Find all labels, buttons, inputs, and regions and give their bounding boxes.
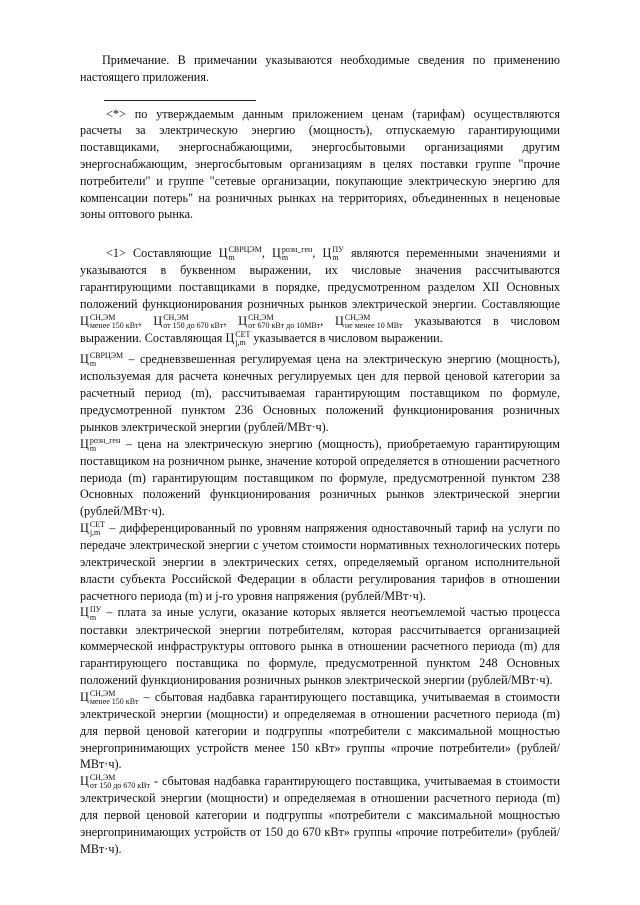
def-rozn-gen-text: – цена на электрическую энергию (мощность), приобретаемую гарантирующим поставщиком на розничном рынке, значение которой определяется в отношении расчетного периода (m) гарантирующим поставщиком по формуле, предусмотренной пунктом 238 Основных положений функционирования розничных рынков электрической энергии (рублей/МВт·ч). bbox=[80, 436, 560, 519]
footnote-1-text-c: Составляющие bbox=[481, 296, 560, 311]
footnote-star: <*> по утверждаемым данным приложением ценам (тарифам) осуществляются расчеты за электрическую энергию (мощность), отпускаемую гарантирующими поставщиками, энергоснабжающими, энергосбытовыми организациями другим энергоснабжающим, энергосбытовым организациям в целях поставки группе "прочие потребители" и группе "сетевые организации, покупающие электрическую энергию для компенсации потерь" на розничных рынках на территориях, объединенных в неценовые зоны оптового рынка. bbox=[80, 106, 560, 222]
def-lt150 bbox=[80, 689, 560, 773]
symbol-c-svrcem: Ц СВРЦЭМ m bbox=[80, 351, 124, 369]
def-svrcem-text: – средневзвешенная регулируемая цена на электрическую энергию (мощность), используемая для расчета конечных регулируемых цен для первой ценовой категории за расчетный период (m), рассчитываемая гарантирующим поставщиком по формуле, предусмотренной пунктом 236 Основных положений функционирования розничных рынков электрической энергии (рублей/МВт·ч). bbox=[80, 352, 560, 434]
symbol-c-rozn-gen: Ц розн_ген m bbox=[80, 435, 121, 453]
symbol-c-pu: Ц ПУ m bbox=[80, 604, 102, 622]
footnote-1-paragraph: <1> Составляющие Ц СВРЦЭМ m , Ц розн_ген m , Ц ПУ m являются переменными значениями и указываются в буквенном выражении, их числовые значения рассчитываются гарантирующими поставщиками в порядке, предусмотренном разделом XII Основных положений функционирования розничных рынков электрической энергии. Составляющие Ц СН,ЭМ менее 150 кВт , Ц СН,ЭМ от 150 до 670 кВт , Ц СН,ЭМ от 670 кВт до 10МВт , Ц СН,ЭМ не менее 10 МВт указываются в числовом выражении. Составляющая Ц СЕТ j,m указывается в числовом выражении. bbox=[80, 245, 560, 348]
def-svrcem bbox=[80, 351, 560, 435]
symbol-c-lt150: Ц СН,ЭМ менее 150 кВт bbox=[80, 312, 139, 330]
symbol-c-svrcem: Ц СВРЦЭМ m bbox=[218, 245, 262, 263]
def-set bbox=[80, 520, 560, 604]
footnote-1-text-b: являются переменными значениями и указываются в буквенном выражении, их числовые значения рассчитываются гарантирующими поставщиками в порядке, предусмотренном разделом XII Основных положений функционирования розничных рынков электрической энергии. bbox=[80, 246, 560, 311]
symbol-c-lt150: Ц СН,ЭМ менее 150 кВт bbox=[80, 688, 139, 706]
symbol-c-ge10: Ц СН,ЭМ не менее 10 МВт bbox=[335, 312, 403, 330]
note-paragraph: Примечание. В примечании указываются необходимые сведения по применению настоящего приложения. bbox=[80, 53, 560, 84]
footnote-separator bbox=[104, 100, 256, 101]
symbol-c-670-10: Ц СН,ЭМ от 670 кВт до 10МВт bbox=[238, 312, 321, 330]
def-lt150-text: – сбытовая надбавка гарантирующего поставщика, учитываемая в стоимости электрической энергии (мощности) и определяемая в отношении расчетного периода (m) для первой ценовой категории и подгруппы «потребители с максимальной мощностью энергопринимающих устройств менее 150 кВт» группы «прочие потребители» (рублей/МВт·ч). bbox=[80, 689, 560, 772]
footnote-1-text-d: указываются в числовом выражении. Составляющая bbox=[80, 313, 560, 345]
symbol-c-set: Ц СЕТ j,m bbox=[225, 330, 251, 348]
footnote-1-text-a: <1> Составляющие bbox=[106, 246, 219, 261]
def-pu-text: – плата за иные услуги, оказание которых является неотъемлемой частью процесса поставки электрической энергии потребителям, которая рассчитывается организацией коммерческой инфраструктуры оптового рынка в отношении расчетного периода (m) для гарантирующего поставщика по формуле, предусмотренной пунктом 248 Основных положений функционирования розничных рынков электрической энергии (рублей/МВт·ч). bbox=[80, 605, 560, 687]
def-pu bbox=[80, 604, 560, 688]
def-150-670 bbox=[80, 773, 560, 857]
symbol-c-set: Ц СЕТ j,m bbox=[80, 520, 105, 538]
def-set-text: – дифференцированный по уровням напряжения одноставочный тариф на услуги по передаче электрической энергии с учетом стоимости нормативных технологических потерь электрической энергии в электрических сетях, определяемый органом исполнительной власти субъекта Российской Федерации в области регулирования тарифов в отношении расчетного периода (m) и j-го уровня напряжения (рублей/МВт·ч). bbox=[80, 520, 560, 603]
symbol-c-pu: Ц ПУ m bbox=[322, 245, 344, 263]
footnote-1-text-e: указывается в числовом выражении. bbox=[250, 330, 443, 345]
symbol-c-rozn-gen: Ц розн_ген m bbox=[272, 245, 313, 263]
def-150-670-text: - сбытовая надбавка гарантирующего поставщика, учитываемая в стоимости электрической энергии (мощности) и определяемая в отношении расчетного периода (m) для первой ценовой категории и подгруппы «потребители с максимальной мощностью энергопринимающих устройств от 150 до 670 кВт» группы «прочие потребители» (рублей/МВт·ч). bbox=[80, 774, 560, 856]
symbol-c-150-670: Ц СН,ЭМ от 150 до 670 кВт bbox=[153, 312, 224, 330]
symbol-c-150-670: Ц СН,ЭМ от 150 до 670 кВт bbox=[80, 773, 150, 791]
def-rozn-gen bbox=[80, 436, 560, 520]
